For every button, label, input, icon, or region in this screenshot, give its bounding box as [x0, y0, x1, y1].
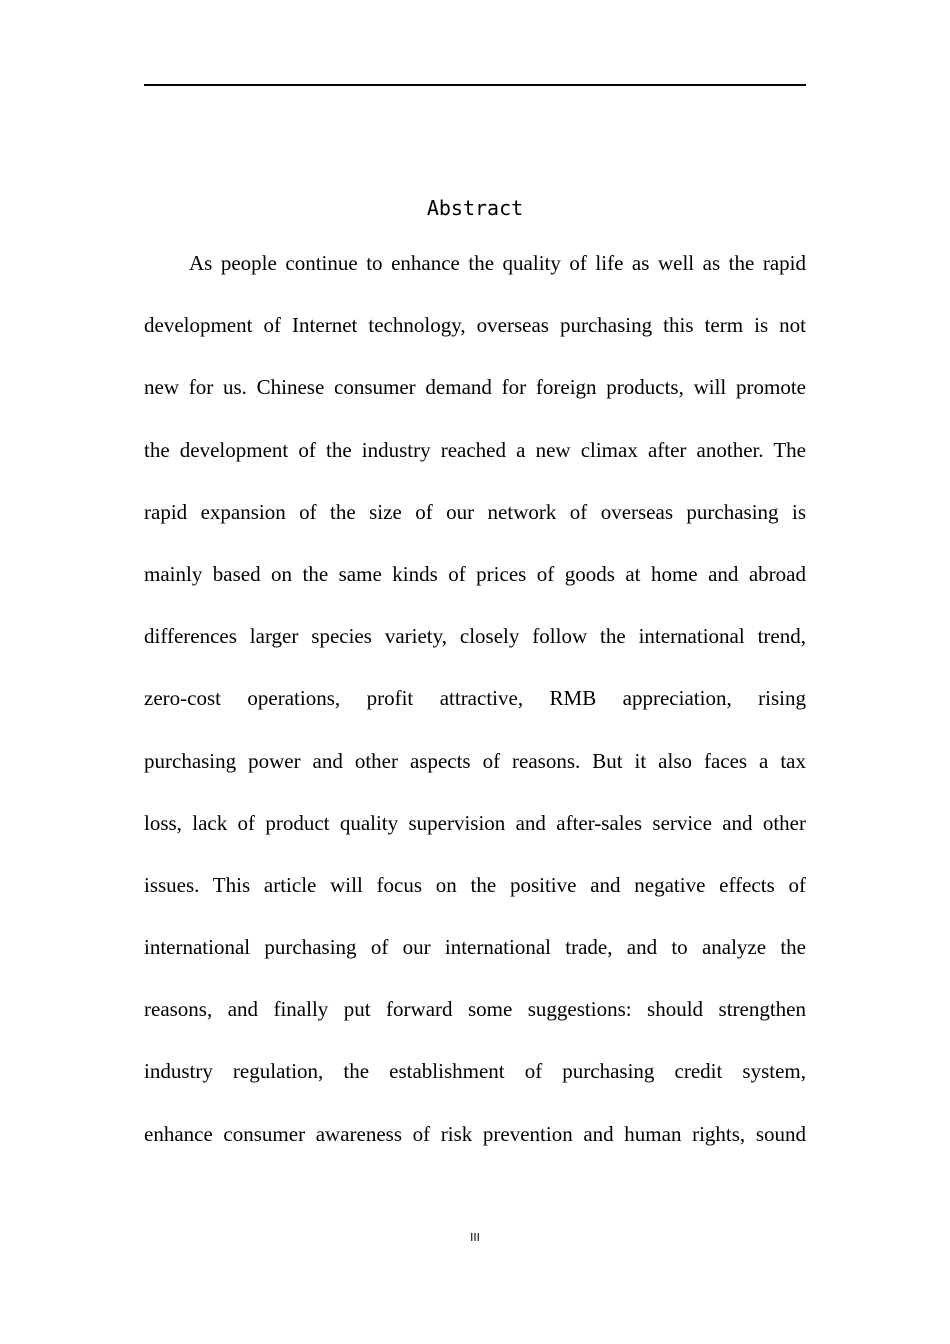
abstract-line: rapid expansion of the size of our network of overseas purchasing is — [144, 499, 806, 524]
abstract-title: Abstract — [426, 196, 524, 220]
abstract-line: loss, lack of product quality supervision and after-sales service and other — [144, 810, 806, 835]
abstract-line: purchasing power and other aspects of reasons. But it also faces a tax — [144, 748, 806, 773]
abstract-line: international purchasing of our international trade, and to analyze the — [144, 935, 806, 960]
abstract-line: issues. This article will focus on the positive and negative effects of — [144, 872, 806, 897]
abstract-line: enhance consumer awareness of risk prevention and human rights, sound — [144, 1121, 806, 1146]
abstract-line: differences larger species variety, closely follow the international trend, — [144, 624, 806, 649]
abstract-body — [144, 232, 806, 1165]
abstract-line: mainly based on the same kinds of prices of goods at home and abroad — [144, 561, 806, 586]
abstract-line: zero-cost operations, profit attractive, RMB appreciation, rising — [144, 686, 806, 711]
abstract-line: new for us. Chinese consumer demand for foreign products, will promote — [144, 375, 806, 400]
abstract-line: development of Internet technology, overseas purchasing this term is not — [144, 313, 806, 338]
page-number: III — [470, 1231, 480, 1244]
header-rule — [144, 84, 806, 86]
abstract-line: As people continue to enhance the quality of life as well as the rapid — [189, 251, 806, 275]
abstract-line: industry regulation, the establishment of purchasing credit system, — [144, 1059, 806, 1084]
abstract-line: the development of the industry reached a new climax after another. The — [144, 437, 806, 462]
abstract-line: reasons, and finally put forward some suggestions: should strengthen — [144, 997, 806, 1022]
